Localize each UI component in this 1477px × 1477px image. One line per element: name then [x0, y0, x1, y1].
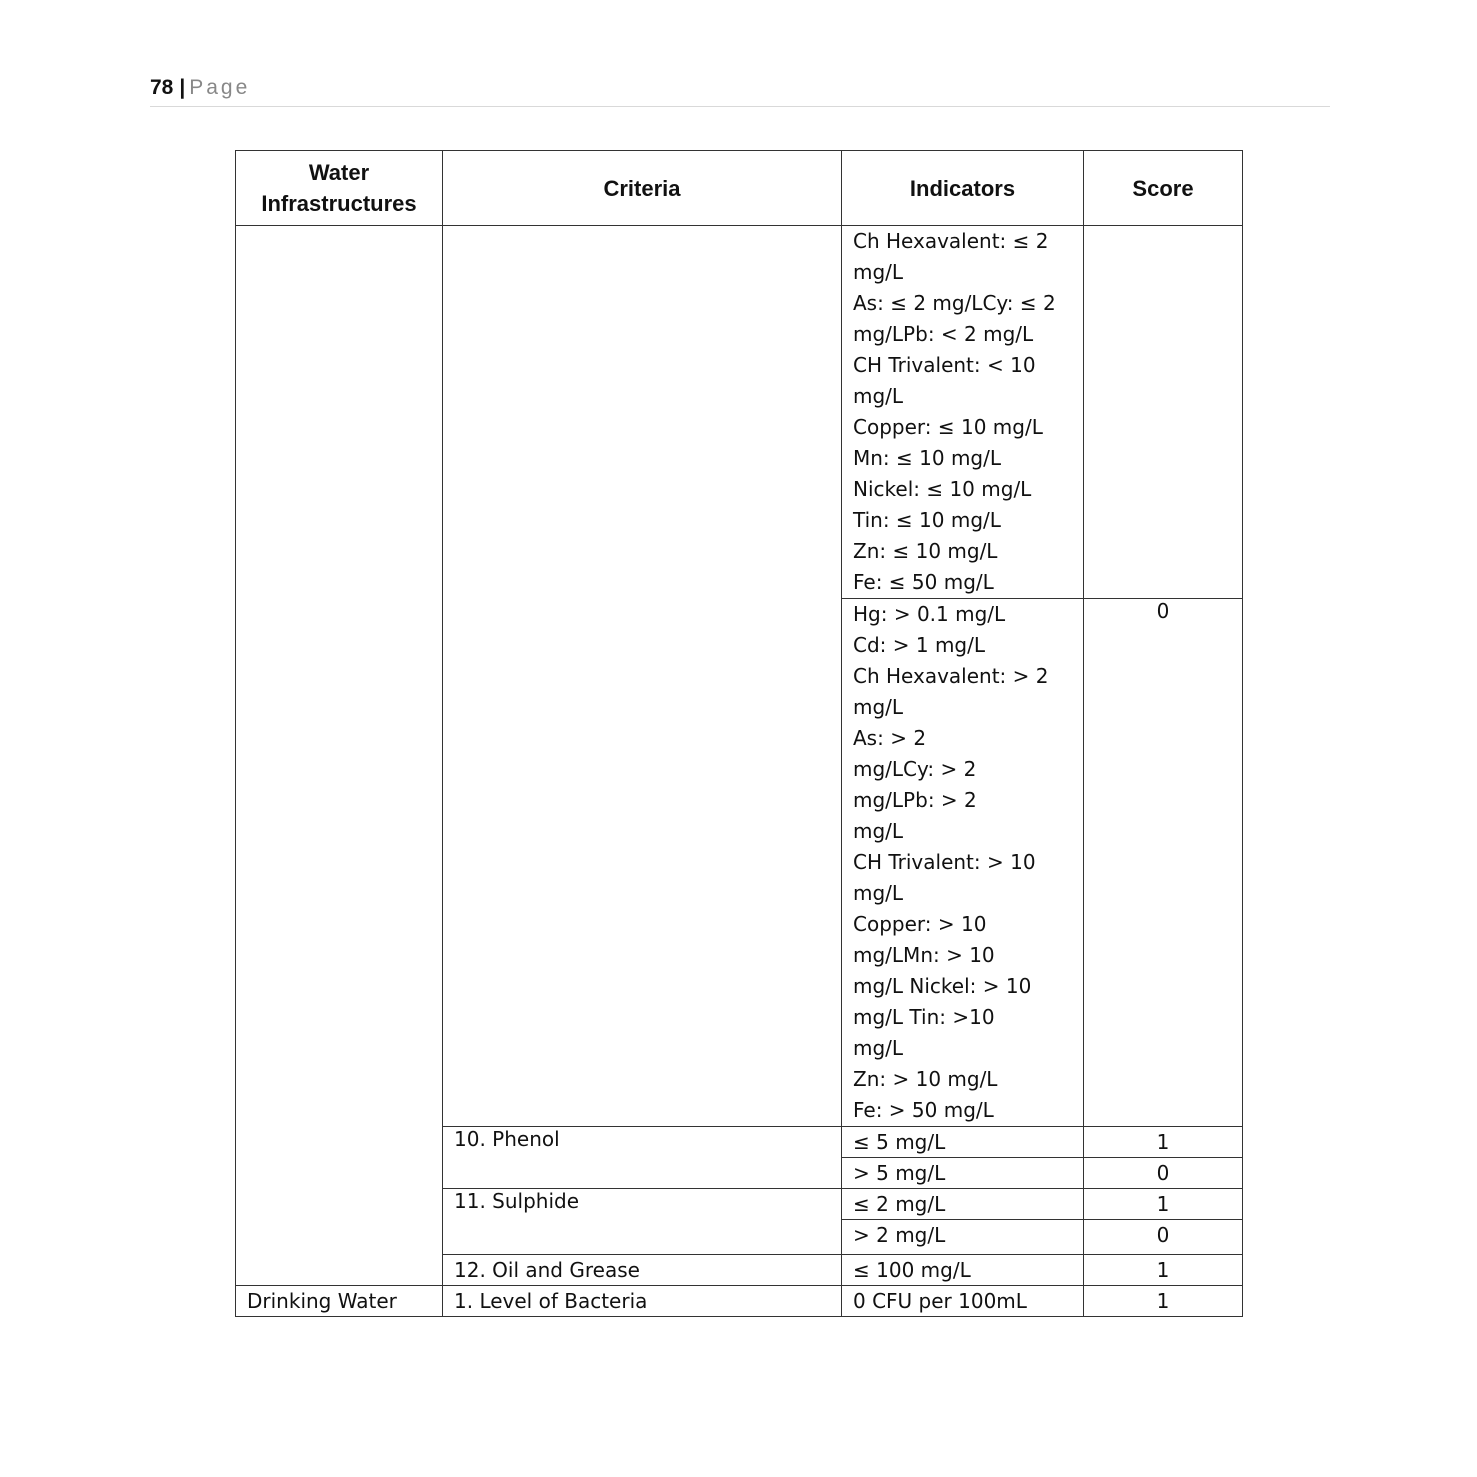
indicators-metals-bad: [842, 599, 1084, 1127]
indicator-line: mg/L: [853, 695, 904, 719]
indicator-line: Fe: ≤ 50 mg/L: [853, 570, 994, 594]
criteria-phenol: 10. Phenol: [443, 1127, 842, 1189]
indicator-line: mg/L: [853, 881, 904, 905]
indicator-line: CH Trivalent: > 10: [853, 850, 1036, 874]
header-infrastructures: Water Infrastructures: [236, 151, 443, 226]
indicator-bacteria: 0 CFU per 100mL: [842, 1286, 1084, 1317]
criteria-bacteria: 1. Level of Bacteria: [443, 1286, 842, 1317]
score-oil-grease: 1: [1084, 1255, 1243, 1286]
page-header: [150, 76, 1330, 107]
infra-drinking-water: Drinking Water: [236, 1286, 443, 1317]
indicator-line: Hg: > 0.1 mg/L: [853, 602, 1006, 626]
page-number: 78: [150, 76, 174, 99]
header-indicators: Indicators: [842, 151, 1084, 226]
indicator-line: mg/LMn: > 10: [853, 943, 995, 967]
indicator-sulphide-1: ≤ 2 mg/L: [842, 1189, 1084, 1220]
table-row: [236, 226, 1243, 599]
table-row: [236, 1286, 1243, 1317]
indicator-line: mg/L: [853, 260, 904, 284]
indicator-line: mg/LPb: < 2 mg/L: [853, 322, 1034, 346]
header-criteria: Criteria: [443, 151, 842, 226]
infra-cell-empty: [236, 226, 443, 1286]
indicator-line: Zn: ≤ 10 mg/L: [853, 539, 998, 563]
criteria-table: [235, 150, 1243, 1317]
indicator-line: Ch Hexavalent: ≤ 2: [853, 229, 1049, 253]
indicator-line: Tin: ≤ 10 mg/L: [853, 508, 1001, 532]
indicator-line: CH Trivalent: < 10: [853, 353, 1036, 377]
indicator-line: mg/L: [853, 1036, 904, 1060]
indicator-line: Zn: > 10 mg/L: [853, 1067, 998, 1091]
indicators-metals-ok: [842, 226, 1084, 599]
indicator-phenol-1: ≤ 5 mg/L: [842, 1127, 1084, 1158]
page-separator: |: [179, 76, 186, 99]
indicator-line: mg/LPb: > 2: [853, 788, 977, 812]
page-word: Page: [189, 76, 251, 99]
score-phenol-2: 0: [1084, 1158, 1243, 1189]
indicator-line: Copper: > 10: [853, 912, 987, 936]
score-cell-empty: [1084, 226, 1243, 599]
score-phenol-1: 1: [1084, 1127, 1243, 1158]
indicator-phenol-2: > 5 mg/L: [842, 1158, 1084, 1189]
score-bacteria: 1: [1084, 1286, 1243, 1317]
criteria-oil-grease: 12. Oil and Grease: [443, 1255, 842, 1286]
criteria-sulphide: 11. Sulphide: [443, 1189, 842, 1255]
indicator-oil-grease: ≤ 100 mg/L: [842, 1255, 1084, 1286]
indicator-line: As: ≤ 2 mg/LCy: ≤ 2: [853, 291, 1056, 315]
indicator-line: mg/LCy: > 2: [853, 757, 977, 781]
header-row: [236, 151, 1243, 226]
indicator-line: Copper: ≤ 10 mg/L: [853, 415, 1043, 439]
indicator-line: Fe: > 50 mg/L: [853, 1098, 994, 1122]
header-score: Score: [1084, 151, 1243, 226]
indicator-line: As: > 2: [853, 726, 927, 750]
indicator-line: mg/L Tin: >10: [853, 1005, 995, 1029]
criteria-cell-empty: [443, 226, 842, 1127]
indicator-line: Nickel: ≤ 10 mg/L: [853, 477, 1032, 501]
indicator-line: mg/L: [853, 819, 904, 843]
indicator-line: Mn: ≤ 10 mg/L: [853, 446, 1002, 470]
indicator-sulphide-2: > 2 mg/L: [842, 1220, 1084, 1255]
indicator-line: Ch Hexavalent: > 2: [853, 664, 1049, 688]
score-sulphide-1: 1: [1084, 1189, 1243, 1220]
indicator-line: mg/L Nickel: > 10: [853, 974, 1032, 998]
score-metals-bad: 0: [1084, 599, 1243, 1127]
indicator-line: mg/L: [853, 384, 904, 408]
indicator-line: Cd: > 1 mg/L: [853, 633, 986, 657]
score-sulphide-2: 0: [1084, 1220, 1243, 1255]
